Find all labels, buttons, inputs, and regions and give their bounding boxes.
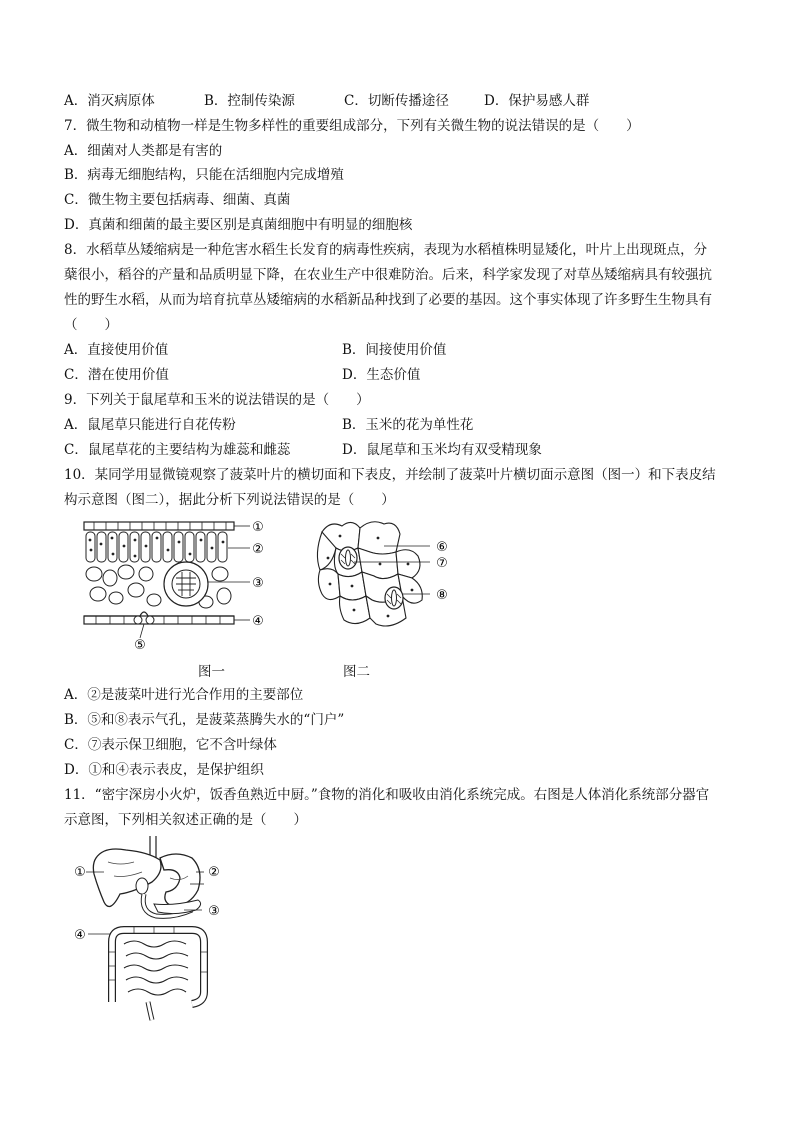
q10-option-b: B．⑤和⑧表示气孔，是菠菜蒸腾失水的“门户” (64, 712, 345, 728)
fig1-label-4: ④ (252, 614, 264, 629)
q8-stem-line-4: （ ） (64, 317, 118, 333)
q10-stem-line-1: 10．某同学用显微镜观察了菠菜叶片的横切面和下表皮，并绘制了菠菜叶片横切面示意图（图一）和下表皮结 (64, 467, 716, 483)
q7-option-d: D．真菌和细菌的最主要区别是真菌细胞中有明显的细胞核 (64, 217, 413, 233)
q9-option-b: B．玉米的花为单性花 (342, 417, 474, 433)
lower-epidermis-figure (312, 512, 462, 640)
q7-option-b: B．病毒无细胞结构，只能在活细胞内完成增殖 (64, 167, 344, 183)
q8-option-c: C．潜在使用价值 (64, 367, 169, 383)
q11-stem-line-2: 示意图，下列相关叙述正确的是（ ） (64, 812, 307, 828)
q8-option-b: B．间接使用价值 (342, 342, 447, 358)
fig2-caption: 图二 (343, 664, 370, 680)
q8-stem-line-2: 蘖很小，稻谷的产量和品质明显下降，在农业生产中很难防治。后来，科学家发现了对草丛矮缩病具有较强抗 (64, 267, 712, 283)
fig1-label-5: ⑤ (134, 638, 146, 652)
q9-option-d: D．鼠尾草和玉米均有双受精现象 (342, 442, 542, 458)
q9-option-a: A．鼠尾草只能进行自花传粉 (64, 417, 236, 433)
q10-stem-line-2: 构示意图（图二），据此分析下列说法错误的是（ ） (64, 492, 395, 508)
q9-stem: 9．下列关于鼠尾草和玉米的说法错误的是（ ） (64, 392, 370, 408)
fig1-caption: 图一 (198, 664, 225, 680)
q6-option-b: B．控制传染源 (204, 93, 295, 109)
fig3-label-3: ③ (208, 904, 220, 919)
q8-option-d: D．生态价值 (342, 367, 421, 383)
digestive-system-figure (64, 832, 244, 1022)
q10-option-c: C．⑦表示保卫细胞，它不含叶绿体 (64, 737, 277, 753)
q7-stem: 7．微生物和动植物一样是生物多样性的重要组成部分，下列有关微生物的说法错误的是（ ） (64, 118, 640, 134)
leaf-cross-section-figure (78, 516, 278, 652)
q11-stem-line-1: 11．“密宇深房小火炉，饭香鱼熟近中厨。”食物的消化和吸收由消化系统完成。右图是人体消化系统部分器官 (64, 787, 710, 803)
fig3-label-1: ① (74, 865, 86, 880)
q9-option-c: C．鼠尾草花的主要结构为雄蕊和雌蕊 (64, 442, 291, 458)
fig3-label-2: ② (208, 865, 220, 880)
fig1-label-2: ② (252, 542, 264, 557)
q7-option-a: A．细菌对人类都是有害的 (64, 143, 223, 159)
q10-option-a: A．②是菠菜叶进行光合作用的主要部位 (64, 687, 304, 703)
q6-options (64, 92, 589, 110)
fig1-label-1: ① (252, 520, 264, 535)
q7-option-c: C．微生物主要包括病毒、细菌、真菌 (64, 192, 291, 208)
fig3-label-4: ④ (74, 928, 86, 943)
fig2-label-7: ⑦ (436, 556, 448, 571)
q6-option-c: C．切断传播途径 (344, 93, 449, 109)
q6-option-a: A．消灭病原体 (64, 93, 155, 109)
fig2-label-8: ⑧ (436, 588, 448, 603)
q10-option-d: D．①和④表示表皮，是保护组织 (64, 762, 264, 778)
fig2-label-6: ⑥ (436, 540, 448, 555)
q8-stem-line-1: 8．水稻草丛矮缩病是一种危害水稻生长发育的病毒性疾病，表现为水稻植株明显矮化，叶片上出现斑点，分 (64, 242, 708, 258)
q8-stem-line-3: 性的野生水稻，从而为培育抗草丛矮缩病的水稻新品种找到了必要的基因。这个事实体现了许多野生生物具有 (64, 292, 712, 308)
fig1-label-3: ③ (252, 576, 264, 591)
q8-option-a: A．直接使用价值 (64, 342, 169, 358)
q6-option-d: D．保护易感人群 (484, 93, 590, 109)
